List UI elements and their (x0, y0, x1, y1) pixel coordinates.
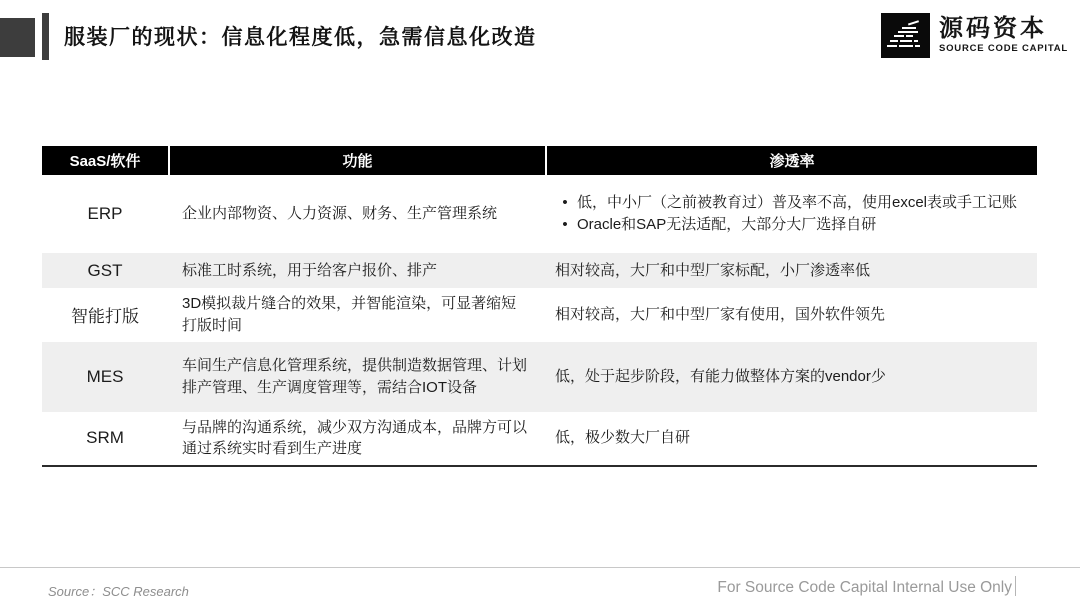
table-header-penetration: 渗透率 (545, 146, 1037, 175)
table-row (42, 253, 1037, 288)
table-row (42, 288, 1037, 342)
table-header-saas: SaaS/软件 (69, 153, 141, 170)
cell-penetration (545, 412, 1037, 466)
penetration-bullet-item (553, 214, 1025, 236)
page-title: 服装厂的现状：信息化程度低，急需信息化改造 (64, 26, 537, 49)
cell-function: 与品牌的沟通系统，减少双方沟通成本，品牌方可以通过系统实时看到生产进度 (182, 418, 528, 458)
cell-function: 标准工时系统，用于给客户报价、排产 (182, 261, 438, 279)
logo-name-en: SOURCE CODE CAPITAL (938, 42, 1068, 54)
cell-software-name: ERP (87, 204, 123, 223)
cell-function: 3D模拟裁片缝合的效果，并智能渲染，可显著缩短打版时间 (182, 295, 517, 334)
title-accent-square (0, 18, 35, 57)
penetration-text: 低，极少数大厂自研 (555, 429, 691, 447)
table-row (42, 342, 1037, 412)
footer-source-note: Source：SCC Research (48, 584, 189, 599)
table-row (42, 175, 1037, 253)
bullet-text: Oracle和SAP无法适配，大部分大厂选择自研 (577, 216, 877, 233)
cell-software-name: GST (87, 260, 123, 280)
footer-internal-use-note: For Source Code Capital Internal Use Only (717, 579, 1012, 596)
penetration-bullet-item (553, 192, 1025, 214)
cell-function: 企业内部物资、人力资源、财务、生产管理系统 (182, 205, 498, 223)
footer-divider (0, 567, 1080, 568)
penetration-text: 低，处于起步阶段，有能力做整体方案的vendor少 (555, 367, 886, 385)
bullet-icon: • (562, 194, 568, 212)
saas-software-table (42, 146, 1037, 467)
cell-software-name: 智能打版 (71, 307, 139, 327)
penetration-text: 相对较高，大厂和中型厂家有使用，国外软件领先 (555, 305, 886, 323)
penetration-text: 相对较高，大厂和中型厂家标配，小厂渗透率低 (555, 261, 871, 279)
table-row (42, 412, 1037, 468)
table-header-row (42, 146, 1037, 175)
source-code-capital-logo (881, 13, 1068, 58)
cell-penetration (545, 288, 1037, 342)
logo-text (939, 16, 1068, 55)
bullet-icon: • (562, 216, 568, 233)
cell-software-name: SRM (86, 428, 124, 448)
cell-penetration (545, 175, 1037, 253)
bullet-text: 低，中小厂（之前被教育过）普及率不高，使用excel表或手工记账 (577, 194, 1018, 212)
cell-function: 车间生产信息化管理系统，提供制造数据管理、计划排产管理、生产调度管理等，需结合IOT设备 (182, 356, 528, 396)
logo-name-cn: 源码资本 (938, 15, 1047, 43)
table-header-function: 功能 (168, 146, 545, 175)
title-accent-bar (42, 13, 49, 60)
cell-penetration (545, 342, 1037, 412)
cell-software-name: MES (86, 366, 124, 386)
footer-tick-mark (1015, 576, 1016, 596)
table-body (42, 175, 1037, 467)
source-code-capital-logo-icon (881, 13, 930, 58)
cell-penetration (545, 253, 1037, 288)
